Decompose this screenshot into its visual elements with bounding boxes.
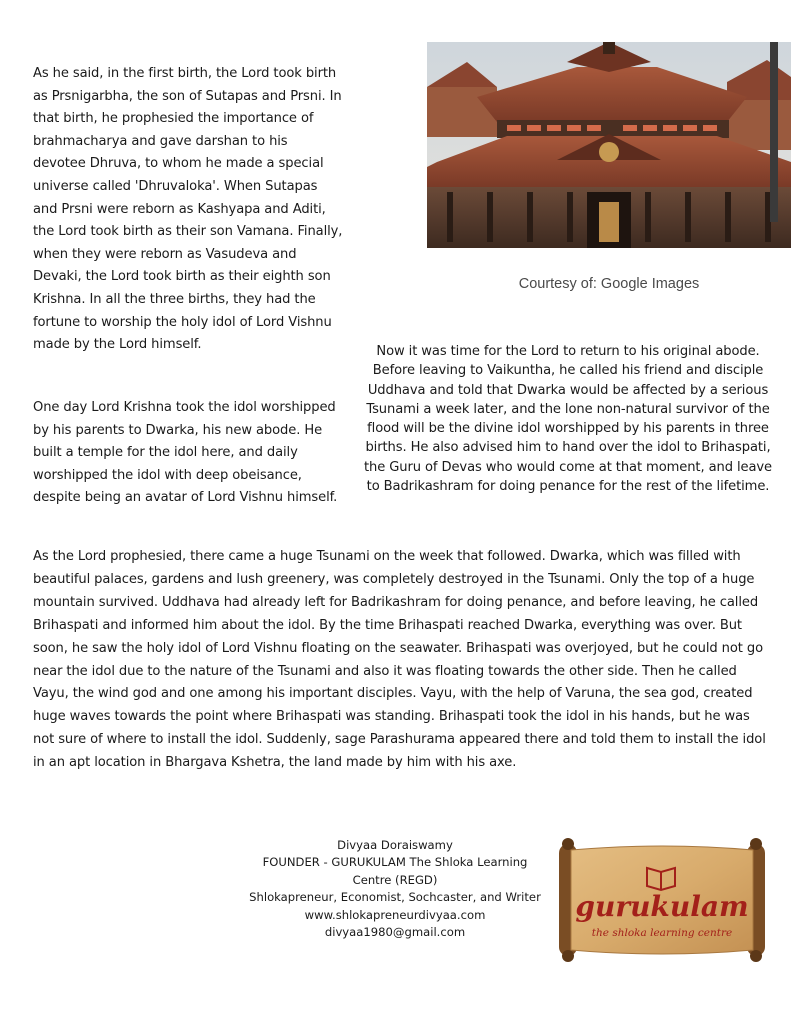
author-signature — [245, 837, 545, 941]
paragraph-lord-return: Now it was time for the Lord to return to his original abode. Before leaving to Vaikuntha, he called his friend and disciple Uddhava and told that Dwarka would be affected by a serious Tsunami a week later, and the lone non-natural survivor of the flood will be the divine idol worshipped by his parents in three births. He also advised him to hand over the idol to Brihaspati, the Guru of Devas who would come at that moment, and leave to Badrikashram for doing penance for the rest of the lifetime. — [363, 344, 773, 495]
author-name: Divyaa Doraiswamy — [337, 838, 453, 852]
paragraph-first-birth: As he said, in the first birth, the Lord took birth as Prsnigarbha, the son of Sutapas and Prsni. In that birth, he prophesied the importance of brahmacharya and gave darshan to his devotee Dhruva, to whom he made a special universe called 'Dhruvaloka'. When Sutapas and Prsni were reborn as Kashyapa and Aditi, the Lord took birth as their son Vamana. Finally, when they were reborn as Vasudeva and Devaki, the Lord took birth as their eighth son Krishna. In all the three births, they had the fortune to worship the holy idol of Lord Vishnu made by the Lord himself. — [33, 66, 343, 353]
logo-tagline-text: the shloka learning centre — [591, 927, 733, 939]
author-roles: Shlokapreneur, Economist, Sochcaster, and Writer — [249, 890, 541, 905]
paragraph-tsunami: As the Lord prophesied, there came a huge Tsunami on the week that followed. Dwarka, which was filled with beautiful palaces, gardens and lush greenery, was completely destroyed in the Tsunami. Only the top of a huge mountain survived. Uddhava had already left for Badrikashram for doing penance, and before leaving, he called Brihaspati and informed him about the idol. By the time Brihaspati reached Dwarka, everything was over. But soon, he saw the holy idol of Lord Vishnu floating on the seawater. Brihaspati was overjoyed, but he could not go near the idol due to the nature of the Tsunami and also it was floating towards the other side. Then he called Vayu, the wind god and one among his important disciples. Vayu, with the help of Varuna, the sea god, created huge waves towards the point where Brihaspati was standing. Brihaspati took the idol in his hands, but he was not sure of where to install the idol. Suddenly, sage Parashurama appeared there and told them to install the idol in an apt location in Bhargava Kshetra, the land made by him with his axe. — [33, 549, 766, 771]
image-caption: Courtesy of: Google Images — [518, 276, 700, 292]
author-website[interactable]: www.shlokapreneurdivyaa.com — [304, 907, 486, 922]
temple-photo — [427, 42, 791, 248]
gurukulam-logo — [557, 838, 767, 962]
logo-brand-text: gurukulam — [575, 890, 749, 923]
paragraph-dwarka-temple: One day Lord Krishna took the idol worshipped by his parents to Dwarka, his new abode. He built a temple for the idol here, and daily worshipped the idol with deep obeisance, despite being an avatar of Lord Vishnu himself. — [33, 400, 338, 506]
author-email[interactable]: divyaa1980@gmail.com — [324, 925, 466, 940]
author-title: FOUNDER - GURUKULAM The Shloka Learning Centre (REGD) — [262, 855, 528, 887]
